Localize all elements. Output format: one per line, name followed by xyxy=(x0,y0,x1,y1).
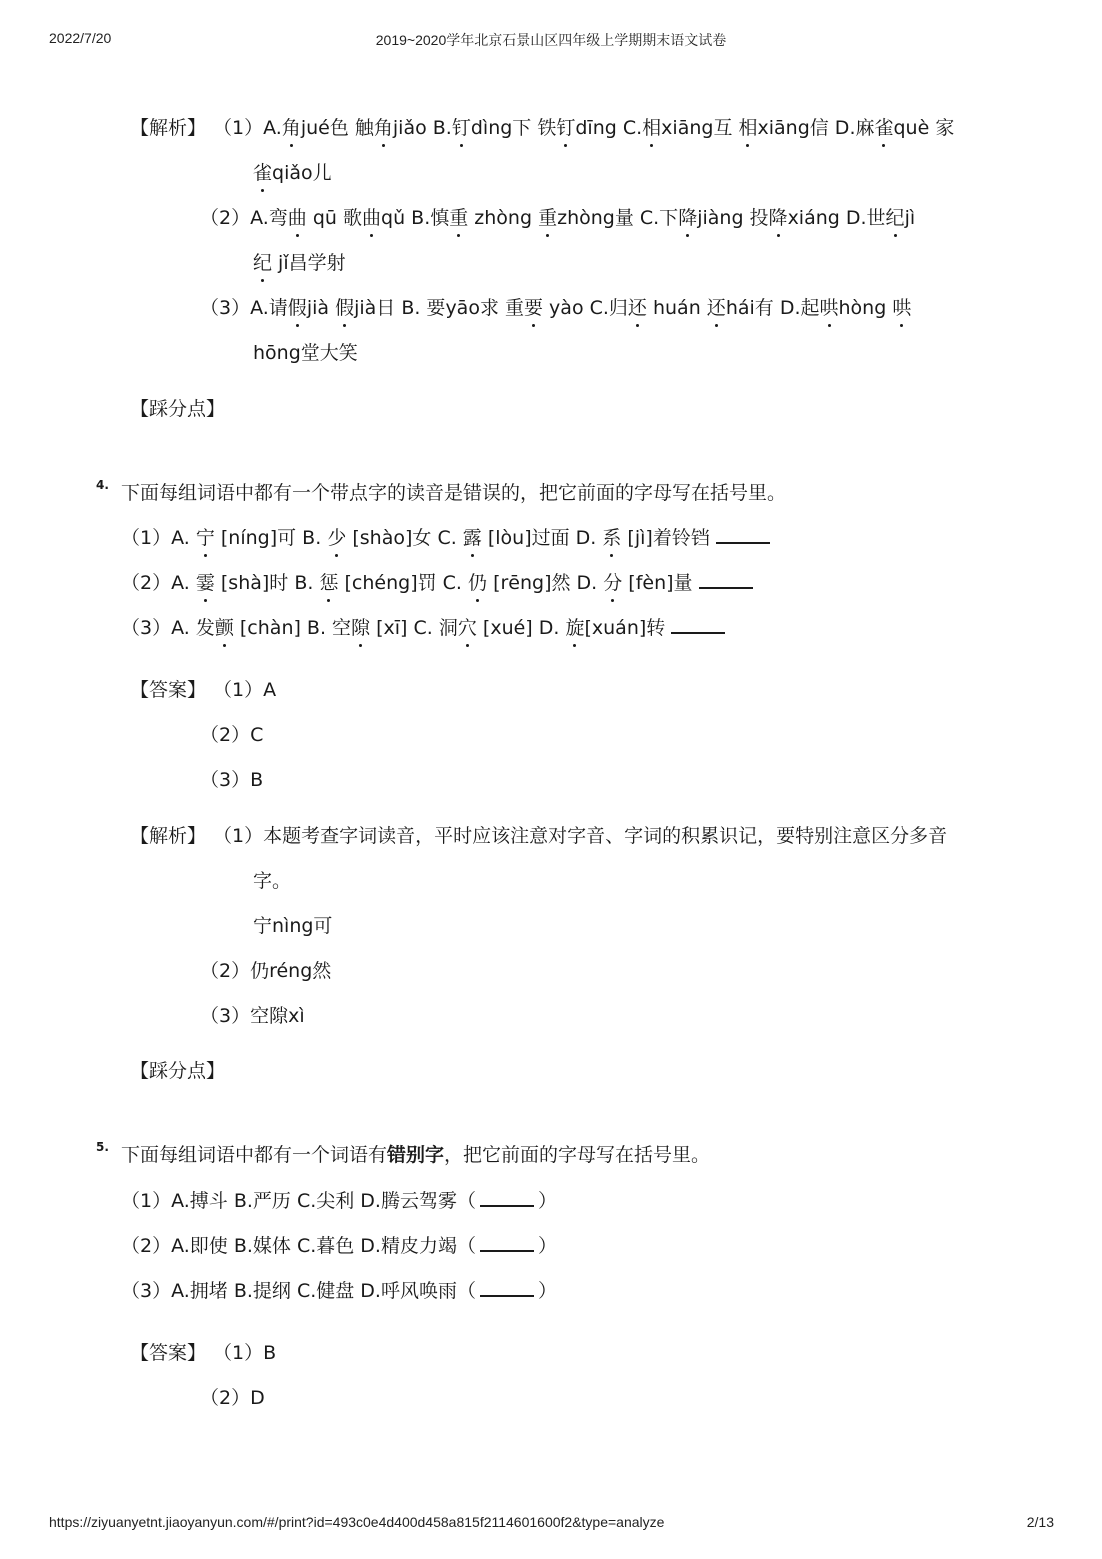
question-item xyxy=(121,1277,557,1304)
dotted-character: 霎 xyxy=(195,572,215,594)
page-number: 2/13 xyxy=(1026,1514,1054,1530)
dotted-character: 还 xyxy=(627,297,647,319)
question-item xyxy=(121,1232,557,1259)
answer-label: 【答案】 xyxy=(130,679,207,701)
dotted-character: 角 xyxy=(281,117,301,139)
answer-blank xyxy=(480,1187,534,1207)
text-run: huán xyxy=(646,297,707,319)
dotted-character: 惩 xyxy=(319,572,339,594)
question-number: 5. xyxy=(96,1140,109,1154)
dotted-character: 还 xyxy=(706,297,726,319)
text-run: yāo求 重 xyxy=(445,297,524,319)
stem-text: ，把它前面的字母写在括号里。 xyxy=(444,1144,711,1166)
dotted-character: 曲 xyxy=(362,207,382,229)
item-text: （1）A.搏斗 B.严历 C.尖利 D.腾云驾雾（ xyxy=(121,1190,476,1212)
dotted-character: 少 xyxy=(327,527,347,549)
analysis-line: 字。 xyxy=(253,870,292,892)
question-number: 4. xyxy=(96,478,109,492)
dotted-character: 哄 xyxy=(819,297,839,319)
stem-text: 下面每组词语中都有一个词语有 xyxy=(121,1144,388,1166)
answer-line: （1）A xyxy=(213,679,277,701)
q3-analysis-line xyxy=(253,160,332,186)
text-run: [xué] D. xyxy=(476,617,566,639)
answer-line: （2）D xyxy=(200,1387,265,1409)
answer-line: （1）B xyxy=(213,1342,277,1364)
text-run: [chàn] B. 空 xyxy=(233,617,352,639)
analysis-line: （1）本题考查字词读音，平时应该注意对字音、字词的积累识记，要特别注意区分多音 xyxy=(213,825,948,847)
text-run: qiǎo儿 xyxy=(272,162,332,184)
answer-blank xyxy=(480,1232,534,1252)
text-run: hái有 D.起 xyxy=(725,297,820,319)
document-title: 2019~2020学年北京石景山区四年级上学期期末语文试卷 xyxy=(375,32,727,48)
score-points-label: 【踩分点】 xyxy=(130,1060,226,1082)
analysis-line: （2）仍réng然 xyxy=(200,960,332,982)
text-run: jǐ昌学射 xyxy=(272,252,346,274)
answer-line: （2）C xyxy=(200,724,264,746)
text-run: [xuán]转 xyxy=(584,617,666,639)
q3-analysis-line xyxy=(200,295,911,321)
text-run: què 家 xyxy=(893,117,955,139)
text-run: （1）A. xyxy=(213,117,282,139)
answer-label: 【答案】 xyxy=(130,1342,207,1364)
print-date: 2022/7/20 xyxy=(49,30,112,46)
text-run: （3）A.请 xyxy=(200,297,288,319)
text-run: zhòng量 C.下 xyxy=(557,207,679,229)
dotted-character: 露 xyxy=(462,527,482,549)
dotted-character: 隙 xyxy=(351,617,371,639)
question-item xyxy=(121,569,753,596)
item-text: ） xyxy=(537,1235,557,1257)
question-item xyxy=(121,614,725,641)
dotted-character: 降 xyxy=(678,207,698,229)
question-item xyxy=(121,524,770,551)
dotted-character: 宁 xyxy=(195,527,215,549)
answer-line: （3）B xyxy=(200,769,264,791)
text-run: jué色 触 xyxy=(300,117,374,139)
text-run: qǔ B.慎 xyxy=(381,207,450,229)
dotted-character: 降 xyxy=(768,207,788,229)
text-run: jià xyxy=(306,297,336,319)
dotted-character: 雀 xyxy=(874,117,894,139)
dotted-character: 旋 xyxy=(565,617,585,639)
text-run: hòng xyxy=(838,297,893,319)
item-text: （3）A.拥堵 B.提纲 C.健盘 D.呼风唤雨（ xyxy=(121,1280,476,1302)
item-text: （2）A.即使 B.媒体 C.暮色 D.精皮力竭（ xyxy=(121,1235,476,1257)
analysis-label: 【解析】 xyxy=(130,825,207,847)
text-run: yào C.归 xyxy=(543,297,628,319)
text-run: （1）A. xyxy=(121,527,196,549)
text-run: jiǎo B. xyxy=(392,117,452,139)
stem-emphasis: 错别字 xyxy=(387,1144,445,1166)
text-run: xiāng互 xyxy=(661,117,739,139)
item-text: ） xyxy=(537,1190,557,1212)
score-points-label: 【踩分点】 xyxy=(130,398,226,420)
dotted-character: 仍 xyxy=(468,572,488,594)
dotted-character: 颤 xyxy=(214,617,234,639)
text-run: dīng C. xyxy=(575,117,643,139)
text-run: jià日 B. 要 xyxy=(354,297,446,319)
answer-blank xyxy=(699,569,753,589)
q3-analysis-line xyxy=(253,340,358,366)
dotted-character: 重 xyxy=(538,207,558,229)
question-item xyxy=(121,1187,557,1214)
answer-blank xyxy=(671,614,725,634)
analysis-line: 宁nìng可 xyxy=(253,915,333,937)
text-run: qū 歌 xyxy=(306,207,362,229)
dotted-character: 钉 xyxy=(451,117,471,139)
dotted-character: 重 xyxy=(449,207,469,229)
question-stem: 下面每组词语中都有一个带点字的读音是错误的，把它前面的字母写在括号里。 xyxy=(121,482,787,504)
answer-blank xyxy=(480,1277,534,1297)
dotted-character: 相 xyxy=(738,117,758,139)
text-run: [jì]着铃铛 xyxy=(621,527,710,549)
dotted-character: 假 xyxy=(287,297,307,319)
text-run: [shào]女 C. xyxy=(346,527,463,549)
text-run: xiáng D.世 xyxy=(787,207,886,229)
dotted-character: 相 xyxy=(642,117,662,139)
text-run: [lòu]过面 D. xyxy=(481,527,603,549)
question-stem xyxy=(121,1142,710,1168)
text-run: zhòng xyxy=(468,207,539,229)
dotted-character: 角 xyxy=(373,117,393,139)
text-run: [chéng]罚 C. xyxy=(338,572,469,594)
dotted-character: 假 xyxy=(335,297,355,319)
text-run: [fèn]量 xyxy=(622,572,693,594)
dotted-character: 纪 xyxy=(253,252,273,274)
text-run: [xī] C. 洞 xyxy=(370,617,458,639)
q3-analysis-line xyxy=(200,205,915,231)
text-run: hōng堂大笑 xyxy=(253,342,358,364)
dotted-character: 钉 xyxy=(556,117,576,139)
text-run: jì xyxy=(904,207,916,229)
item-text: ） xyxy=(537,1280,557,1302)
text-run: （2）A. xyxy=(121,572,196,594)
text-run: xiāng信 D.麻 xyxy=(757,117,875,139)
text-run: （2）A.弯 xyxy=(200,207,288,229)
page-url: https://ziyuanyetnt.jiaoyanyun.com/#/print?id=493c0e4d400d458a815f2114601600f2&type=analyze xyxy=(49,1514,665,1530)
dotted-character: 曲 xyxy=(287,207,307,229)
text-run: [rēng]然 D. xyxy=(487,572,604,594)
dotted-character: 系 xyxy=(602,527,622,549)
answer-blank xyxy=(716,524,770,544)
dotted-character: 分 xyxy=(603,572,623,594)
dotted-character: 穴 xyxy=(457,617,477,639)
dotted-character: 雀 xyxy=(253,162,273,184)
dotted-character: 纪 xyxy=(885,207,905,229)
text-run: jiàng 投 xyxy=(697,207,769,229)
text-run: [níng]可 B. xyxy=(214,527,328,549)
analysis-label: 【解析】 xyxy=(130,117,207,139)
text-run: [shà]时 B. xyxy=(214,572,320,594)
text-run: （3）A. 发 xyxy=(121,617,215,639)
dotted-character: 哄 xyxy=(892,297,912,319)
dotted-character: 要 xyxy=(524,297,544,319)
q3-analysis-line xyxy=(213,115,954,141)
q3-analysis-line xyxy=(253,250,346,276)
analysis-line: （3）空隙xì xyxy=(200,1005,305,1027)
text-run: dìng下 铁 xyxy=(470,117,557,139)
